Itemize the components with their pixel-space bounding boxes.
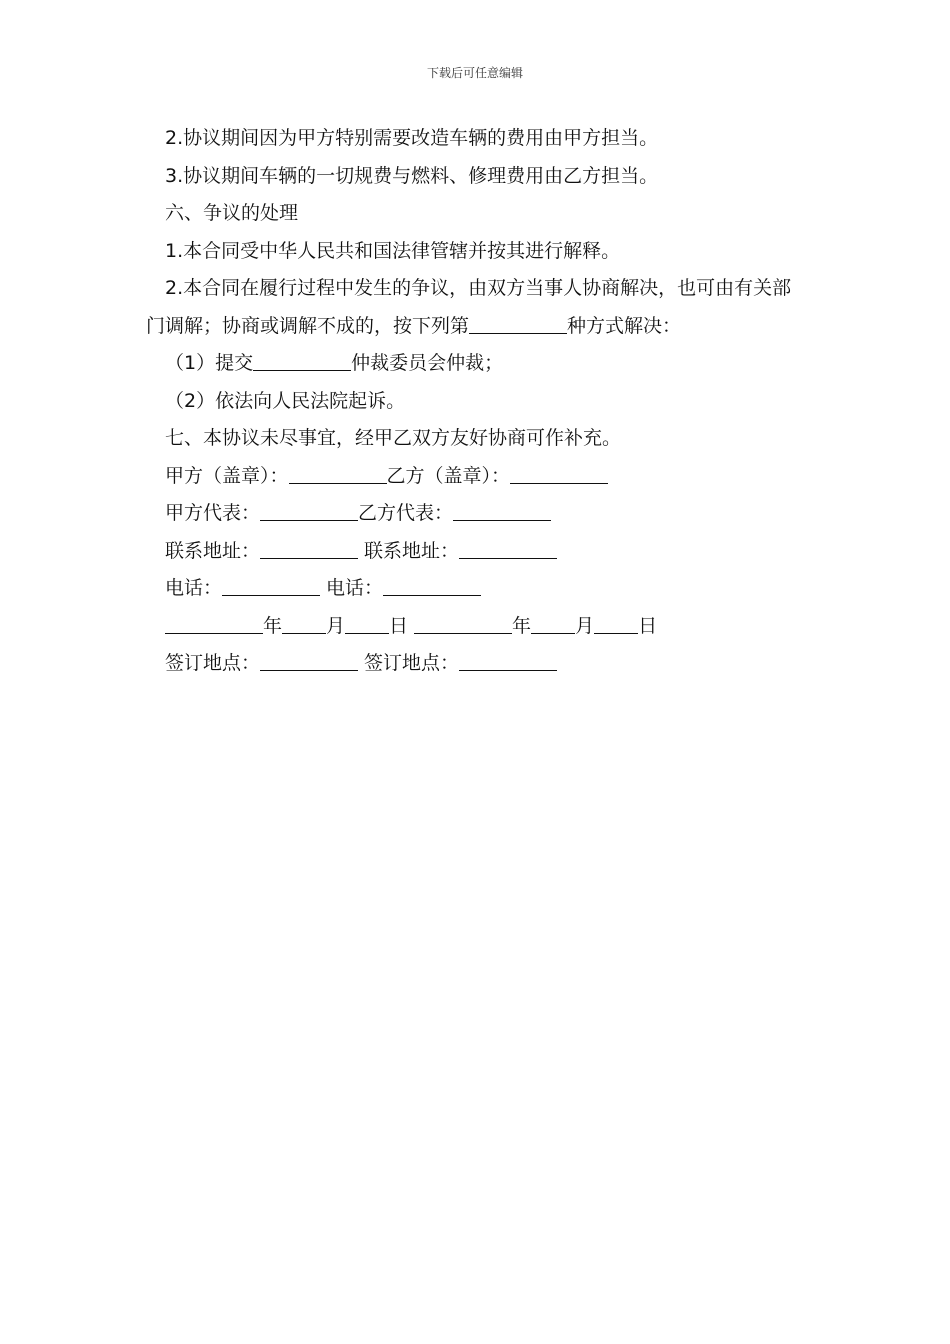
option-1 [146,345,808,383]
year-label: 年 [512,614,532,637]
party-b-address-label: 联系地址： [364,539,460,562]
month-label: 月 [575,614,595,637]
party-b-phone-blank[interactable] [383,573,481,596]
party-a-seal-blank[interactable] [289,461,387,484]
option-2: （2）依法向人民法院起诉。 [165,389,406,412]
party-b-place-blank[interactable] [459,648,557,671]
representative-row [146,495,808,533]
party-b-month-blank[interactable] [531,611,575,634]
party-a-month-blank[interactable] [282,611,326,634]
clause-6-2-text: 2.本合同在履行过程中发生的争议，由双方当事人协商解决，也可由有关部门调解；协商或调解不成的，按下列第 [146,277,792,337]
party-b-rep-label: 乙方代表： [358,502,454,524]
phone-row [146,570,808,608]
clause-6-2 [146,270,808,345]
party-b-seal-blank[interactable] [510,461,608,484]
place-row [146,645,808,683]
party-b-rep-blank[interactable] [453,498,551,521]
address-row [146,533,808,571]
option-1-end: 仲裁委员会仲裁； [351,352,504,374]
method-number-blank[interactable] [469,311,567,334]
party-a-phone-label: 电话： [165,577,223,599]
arbitration-committee-blank[interactable] [253,348,351,371]
party-a-place-blank[interactable] [260,648,358,671]
party-a-address-blank[interactable] [260,536,358,559]
section-6-heading: 六、争议的处理 [165,202,299,224]
party-a-rep-blank[interactable] [260,498,358,521]
party-a-place-label: 签订地点： [165,652,261,674]
party-a-phone-blank[interactable] [222,573,320,596]
day-label: 日 [638,614,658,637]
year-label: 年 [263,614,283,637]
document-body [146,120,808,683]
party-a-seal-label: 甲方（盖章）： [165,464,289,487]
party-a-rep-label: 甲方代表： [165,502,261,524]
party-b-seal-label: 乙方（盖章）： [386,464,511,487]
party-b-address-blank[interactable] [459,536,557,559]
clause-6-1: 1.本合同受中华人民共和国法律管辖并按其进行解释。 [165,239,621,262]
party-a-day-blank[interactable] [345,611,389,634]
party-b-place-label: 签订地点： [364,652,460,674]
month-label: 月 [326,614,346,637]
clause-5-3: 3.协议期间车辆的一切规费与燃料、修理费用由乙方担当。 [165,164,659,187]
party-b-phone-label: 电话： [326,577,384,599]
option-1-text: （1）提交 [165,352,254,374]
party-a-address-label: 联系地址： [165,539,261,562]
day-label: 日 [389,614,409,637]
party-b-year-blank[interactable] [414,611,512,634]
party-b-day-blank[interactable] [594,611,638,634]
date-row [146,608,808,646]
page-header: 下载后可任意编辑 [426,66,523,80]
clause-5-2: 2.协议期间因为甲方特别需要改造车辆的费用由甲方担当。 [165,127,659,149]
section-7: 七、本协议未尽事宜，经甲乙双方友好协商可作补充。 [165,427,622,449]
party-a-year-blank[interactable] [165,611,263,634]
seal-row [146,458,808,496]
clause-6-2-end: 种方式解决： [567,314,682,337]
